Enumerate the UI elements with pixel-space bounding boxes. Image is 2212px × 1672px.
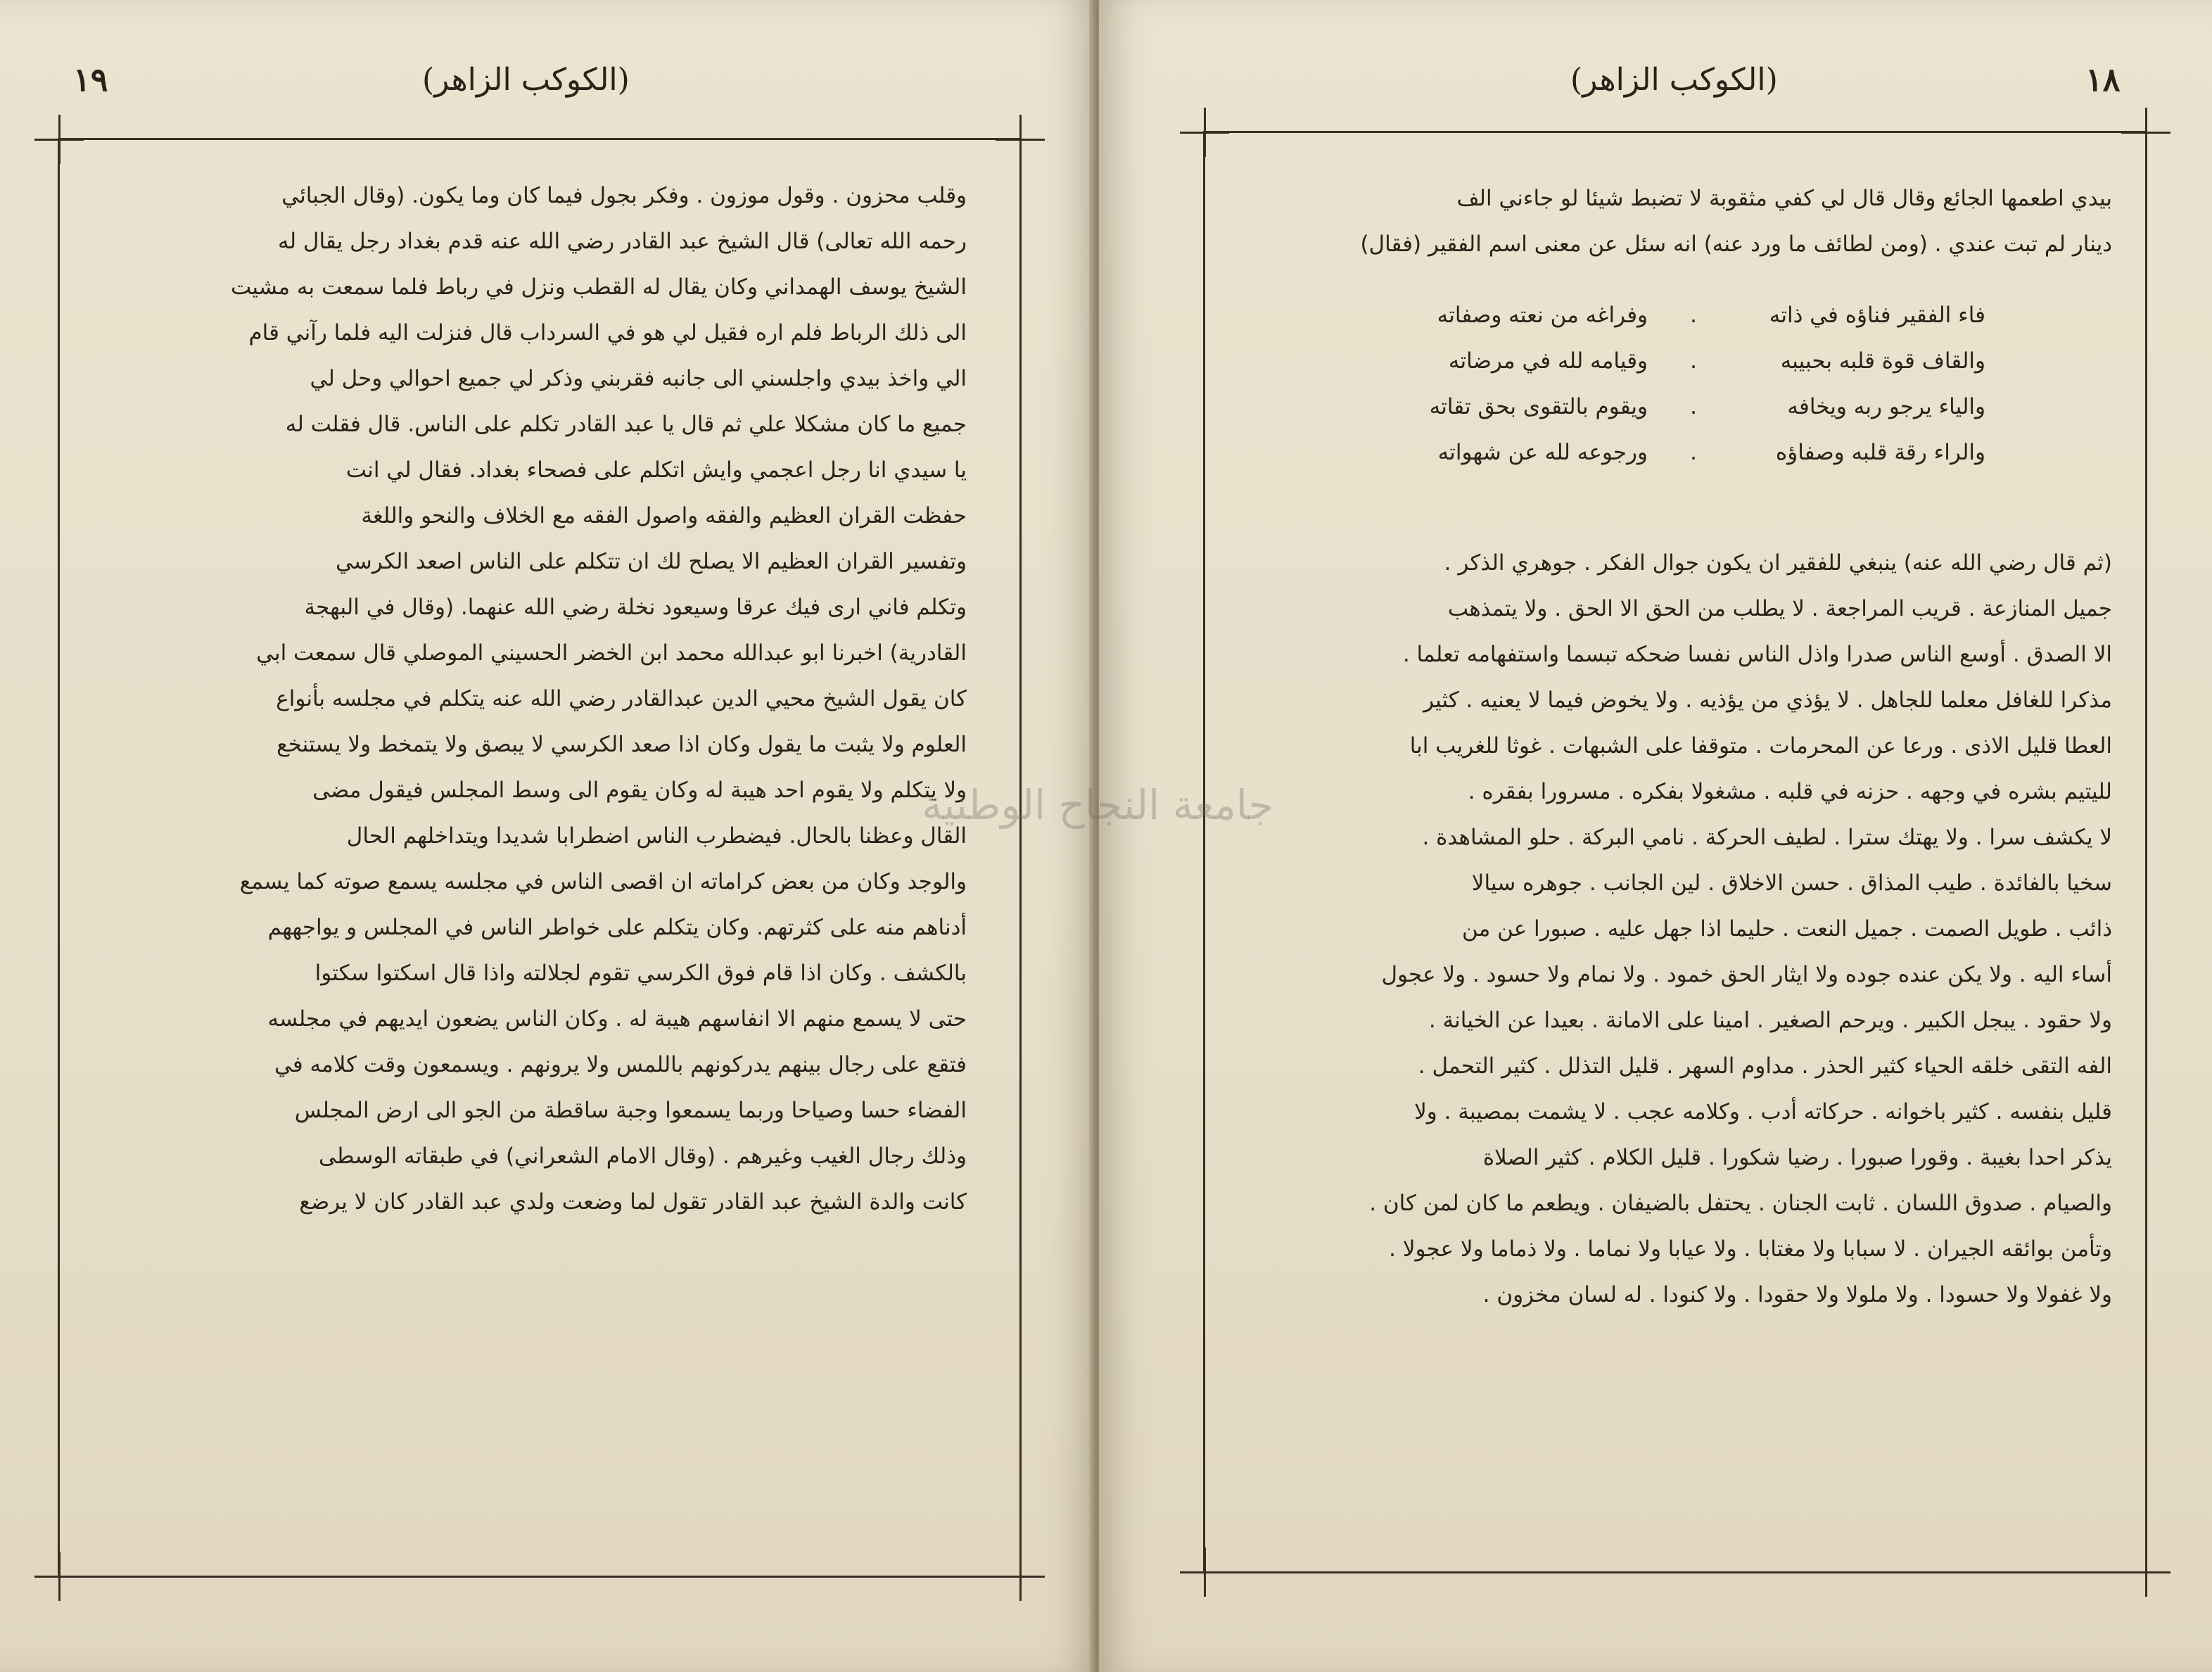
running-header: (الكوكب الزاهر) bbox=[422, 62, 630, 98]
text-line: العطا قليل الاذى . ورعا عن المحرمات . متوقفا على الشبهات . غوثا للغريب ابا bbox=[1409, 733, 2112, 759]
text-line: مذكرا للغافل معلما للجاهل . لا يؤذي من يؤذيه . ولا يخوض فيما لا يعنيه . كثير bbox=[1423, 688, 2112, 713]
text-line: بالكشف . وكان اذا قام فوق الكرسي تقوم لجلالته واذا قال اسكتوا سكتوا bbox=[314, 961, 967, 986]
text-line: الفه التقى خلقه الحياء كثير الحذر . مداوم السهر . قليل التذلل . كثير التحمل . bbox=[1418, 1053, 2112, 1079]
frame-corner-ornament bbox=[996, 115, 1045, 164]
text-line: بيدي اطعمها الجائع وقال قال لي كفي مثقوبة لا تضبط شيئا لو جاءني الف bbox=[1456, 186, 2112, 211]
text-line: قليل بنفسه . كثير باخوانه . حركاته أدب . وكلامه عجب . لا يشمت بمصيبة . ولا bbox=[1414, 1099, 2112, 1125]
frame-corner-ornament bbox=[34, 1552, 84, 1601]
verse-line bbox=[1366, 338, 1985, 384]
left-page bbox=[0, 0, 1095, 1672]
text-line: الفضاء حسا وصياحا وربما يسمعوا وجبة ساقطة من الجو الى ارض المجلس bbox=[294, 1098, 967, 1123]
text-line: أساء اليه . ولا يكن عنده جوده ولا ايثار الحق خمود . ولا نمام ولا حسود . ولا عجول bbox=[1381, 962, 2112, 987]
text-line: سخيا بالفائدة . طيب المذاق . حسن الاخلاق . لين الجانب . جوهره سيالا bbox=[1471, 870, 2112, 896]
text-line: الي واخذ بيدي واجلسني الى جانبه فقربني وذكر لي جميع احوالي وحل لي bbox=[310, 366, 967, 391]
frame-corner-ornament bbox=[996, 1552, 1045, 1601]
text-line: لا يكشف سرا . ولا يهتك سترا . لطيف الحركة . نامي البركة . حلو المشاهدة . bbox=[1422, 825, 2112, 850]
verse-second-hemistich: وفراغه من نعته وصفاته bbox=[1437, 303, 1648, 328]
text-line: كانت والدة الشيخ عبد القادر تقول لما وضعت ولدي عبد القادر كان لا يرضع bbox=[299, 1189, 967, 1215]
body-text bbox=[1240, 540, 2112, 1318]
verse-first-hemistich: والقاف قوة قلبه بحبيبه bbox=[1780, 348, 1985, 374]
body-text-intro bbox=[1240, 176, 2112, 267]
text-line: الشيخ يوسف الهمداني وكان يقال له القطب ونزل في رباط فلما سمعت به مشيت bbox=[230, 274, 967, 300]
text-line: والصيام . صدوق اللسان . ثابت الجنان . يحتفل بالضيفان . ويطعم ما كان لمن كان . bbox=[1369, 1191, 2112, 1216]
text-line: ولا يتكلم ولا يقوم احد هيبة له وكان يقوم الى وسط المجلس فيقول مضى bbox=[312, 778, 967, 803]
verse-separator: . bbox=[1690, 394, 1697, 419]
verse-separator: . bbox=[1690, 303, 1697, 328]
text-line: ولا حقود . يبجل الكبير . ويرحم الصغير . امينا على الامانة . بعيدا عن الخيانة . bbox=[1428, 1008, 2112, 1033]
text-line: الى ذلك الرباط فلم اره فقيل لي هو في السرداب قال فنزلت اليه فلما رآني قام bbox=[248, 320, 967, 346]
text-line: ولا غفولا ولا حسودا . ولا ملولا ولا حقودا . ولا كنودا . له لسان مخزون . bbox=[1482, 1282, 2112, 1307]
verse-first-hemistich: والراء رقة قلبه وصفاؤه bbox=[1776, 440, 1985, 465]
frame-corner-ornament bbox=[1180, 1547, 1229, 1597]
text-line: لليتيم بشره في وجهه . حزنه في قلبه . مشغولا بفكره . مسرورا بفقره . bbox=[1468, 779, 2112, 804]
text-line: الا الصدق . أوسع الناس صدرا واذل الناس نفسا ضحكه تبسما واستفهامه تعلما . bbox=[1402, 642, 2112, 667]
text-line: القادرية) اخبرنا ابو عبدالله محمد ابن الخضر الحسيني الموصلي قال سمعت ابي bbox=[256, 640, 967, 666]
body-text bbox=[106, 173, 967, 1225]
verse-line bbox=[1366, 430, 1985, 476]
verse-separator: . bbox=[1690, 440, 1697, 465]
verse-line bbox=[1366, 293, 1985, 338]
page-number: ١٨ bbox=[2085, 61, 2121, 99]
frame-corner-ornament bbox=[2121, 108, 2170, 157]
right-page bbox=[1099, 0, 2212, 1672]
text-line: وقلب محزون . وقول موزون . وفكر بجول فيما كان وما يكون. (وقال الجبائي bbox=[281, 183, 967, 208]
running-header: (الكوكب الزاهر) bbox=[1570, 62, 1778, 98]
text-line: دينار لم تبت عندي . (ومن لطائف ما ورد عنه) انه سئل عن معنى اسم الفقير (فقال) bbox=[1360, 232, 2112, 257]
text-line: جميع ما كان مشكلا علي ثم قال يا عبد القادر تكلم على الناس. قال فقلت له bbox=[285, 412, 967, 437]
text-line: حتى لا يسمع منهم الا انفاسهم هيبة له . وكان الناس يضعون ايديهم في مجلسه bbox=[267, 1006, 967, 1032]
text-line: أدناهم منه على كثرتهم. وكان يتكلم على خواطر الناس في المجلس و يواجههم bbox=[267, 915, 967, 940]
text-line: ذائب . طويل الصمت . جميل النعت . حليما اذا جهل عليه . صبورا عن من bbox=[1462, 916, 2112, 942]
poem-verses bbox=[1366, 293, 1985, 476]
text-line: وتكلم فاني ارى فيك عرقا وسيعود نخلة رضي الله عنهما. (وقال في البهجة bbox=[304, 595, 967, 620]
text-line: والوجد وكان من بعض كراماته ان اقصى الناس في مجلسه يسمع صوته كما يسمع bbox=[239, 869, 967, 894]
frame-corner-ornament bbox=[34, 115, 84, 164]
verse-line bbox=[1366, 384, 1985, 430]
verse-second-hemistich: ورجوعه لله عن شهواته bbox=[1437, 440, 1648, 465]
text-line: فتقع على رجال بينهم يدركونهم باللمس ولا يرونهم . ويسمعون وقت كلامه في bbox=[274, 1052, 967, 1077]
text-line: حفظت القران العظيم والفقه واصول الفقه مع الخلاف والنحو واللغة bbox=[361, 503, 967, 528]
text-line: جميل المنازعة . قريب المراجعة . لا يطلب من الحق الا الحق . ولا يتمذهب bbox=[1447, 596, 2112, 621]
text-line: يذكر احدا بغيبة . وقورا صبورا . رضيا شكورا . قليل الكلام . كثير الصلاة bbox=[1482, 1145, 2112, 1170]
text-line: وتأمن بوائقه الجيران . لا سبابا ولا مغتابا . ولا عيابا ولا نماما . ولا ذماما ولا عجولا . bbox=[1389, 1236, 2112, 1262]
text-line: القال وعظنا بالحال. فيضطرب الناس اضطرابا شديدا ويتداخلهم الحال bbox=[346, 823, 967, 849]
verse-separator: . bbox=[1690, 348, 1697, 374]
verse-first-hemistich: والياء يرجو ربه ويخافه bbox=[1787, 394, 1985, 419]
text-line: كان يقول الشيخ محيي الدين عبدالقادر رضي الله عنه يتكلم في مجلسه بأنواع bbox=[276, 686, 967, 711]
library-watermark: جامعة النجاح الوطنية bbox=[922, 781, 1274, 829]
text-line: العلوم ولا يثبت ما يقول وكان اذا صعد الكرسي لا يبصق ولا يتمخط ولا يستنخع bbox=[276, 732, 967, 757]
verse-second-hemistich: وقيامه لله في مرضاته bbox=[1448, 348, 1648, 374]
verse-second-hemistich: ويقوم بالتقوى بحق تقاته bbox=[1429, 394, 1648, 419]
text-line: (ثم قال رضي الله عنه) ينبغي للفقير ان يكون جوال الفكر . جوهري الذكر . bbox=[1444, 550, 2112, 576]
text-line: وذلك رجال الغيب وغيرهم . (وقال الامام الشعراني) في طبقاته الوسطى bbox=[319, 1144, 967, 1169]
verse-first-hemistich: فاء الفقير فناؤه في ذاته bbox=[1769, 303, 1985, 328]
text-line: يا سيدي انا رجل اعجمي وايش اتكلم على فصحاء بغداد. فقال لي انت bbox=[345, 457, 967, 483]
page-number: ١٩ bbox=[73, 61, 108, 99]
frame-corner-ornament bbox=[1180, 108, 1229, 157]
text-line: رحمه الله تعالى) قال الشيخ عبد القادر رضي الله عنه قدم بغداد رجل يقال له bbox=[278, 229, 967, 254]
frame-corner-ornament bbox=[2121, 1547, 2170, 1597]
text-line: وتفسير القران العظيم الا يصلح لك ان تتكلم على الناس اصعد الكرسي bbox=[335, 549, 967, 574]
